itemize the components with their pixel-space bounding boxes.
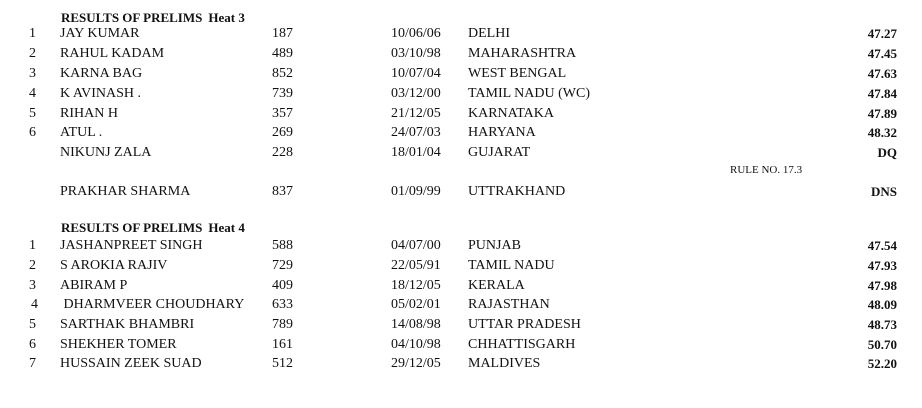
state: GUJARAT (468, 145, 531, 160)
result-row (0, 44, 922, 64)
date-of-birth: 03/10/98 (391, 46, 441, 61)
date-of-birth: 04/10/98 (391, 337, 441, 352)
heat-label: Heat 3 (208, 10, 245, 25)
result-row (0, 315, 922, 335)
bib-number: 512 (272, 356, 293, 371)
rank: 4 (29, 86, 36, 101)
athlete-name: NIKUNJ ZALA (60, 145, 152, 160)
result-time: 47.63 (867, 66, 897, 81)
rank: 6 (29, 125, 36, 140)
athlete-name: PRAKHAR SHARMA (60, 184, 191, 199)
bib-number: 357 (272, 106, 293, 121)
result-time: DNS (870, 184, 897, 199)
result-time: 47.84 (867, 86, 897, 101)
rank: 1 (29, 238, 36, 253)
result-row (0, 295, 922, 315)
rank: 6 (29, 337, 36, 352)
bib-number: 633 (272, 297, 293, 312)
athlete-name: RIHAN H (60, 106, 118, 121)
result-time: DQ (877, 145, 897, 160)
heading-text: RESULTS OF PRELIMS (61, 220, 203, 235)
result-time: 47.27 (867, 26, 897, 41)
result-time: 47.89 (867, 106, 897, 121)
bib-number: 187 (272, 26, 293, 41)
date-of-birth: 05/02/01 (391, 297, 441, 312)
result-row (0, 256, 922, 276)
result-row (0, 354, 922, 374)
date-of-birth: 21/12/05 (391, 106, 441, 121)
date-of-birth: 18/01/04 (391, 145, 441, 160)
athlete-name: JASHANPREET SINGH (60, 238, 203, 253)
athlete-name: ATUL . (60, 125, 103, 140)
athlete-name: S AROKIA RAJIV (60, 258, 168, 273)
bib-number: 837 (272, 184, 293, 199)
result-row (0, 24, 922, 44)
date-of-birth: 29/12/05 (391, 356, 441, 371)
state: TAMIL NADU (468, 258, 555, 273)
result-row (0, 236, 922, 256)
state: UTTAR PRADESH (468, 317, 581, 332)
athlete-name: RAHUL KADAM (60, 46, 165, 61)
athlete-name: DHARMVEER CHOUDHARY (60, 297, 245, 312)
date-of-birth: 18/12/05 (391, 278, 441, 293)
result-time: 50.70 (867, 337, 897, 352)
date-of-birth: 03/12/00 (391, 86, 441, 101)
result-time: 48.09 (867, 297, 897, 312)
state: MAHARASHTRA (468, 46, 577, 61)
result-row (0, 123, 922, 143)
bib-number: 739 (272, 86, 293, 101)
result-time: 47.54 (867, 238, 897, 253)
heat-4-heading (61, 220, 245, 236)
rank: 3 (29, 66, 36, 81)
athlete-name: ABIRAM P (60, 278, 128, 293)
heat-label: Heat 4 (208, 220, 245, 235)
result-row (0, 64, 922, 84)
state: PUNJAB (468, 238, 521, 253)
result-row (0, 335, 922, 355)
bib-number: 269 (272, 125, 293, 140)
state: WEST BENGAL (468, 66, 567, 81)
state: KERALA (468, 278, 525, 293)
bib-number: 588 (272, 238, 293, 253)
result-time: 52.20 (867, 356, 897, 371)
result-row (0, 104, 922, 124)
athlete-name: JAY KUMAR (60, 26, 140, 41)
bib-number: 729 (272, 258, 293, 273)
rank: 4 (31, 297, 38, 312)
state: KARNATAKA (468, 106, 554, 121)
date-of-birth: 04/07/00 (391, 238, 441, 253)
rule-note: RULE NO. 17.3 (730, 164, 803, 176)
state: RAJASTHAN (468, 297, 550, 312)
state: MALDIVES (468, 356, 541, 371)
date-of-birth: 10/06/06 (391, 26, 441, 41)
bib-number: 852 (272, 66, 293, 81)
athlete-name: KARNA BAG (60, 66, 143, 81)
rank: 7 (29, 356, 36, 371)
state: UTTRAKHAND (468, 184, 566, 199)
date-of-birth: 10/07/04 (391, 66, 441, 81)
bib-number: 789 (272, 317, 293, 332)
rank: 2 (29, 258, 36, 273)
result-row (0, 143, 922, 163)
heading-text: RESULTS OF PRELIMS (61, 10, 203, 25)
state: HARYANA (468, 125, 536, 140)
result-time: 47.93 (867, 258, 897, 273)
date-of-birth: 22/05/91 (391, 258, 441, 273)
result-row (0, 84, 922, 104)
athlete-name: HUSSAIN ZEEK SUAD (60, 356, 202, 371)
result-time: 48.73 (867, 317, 897, 332)
rank: 5 (29, 317, 36, 332)
result-row (0, 276, 922, 296)
date-of-birth: 01/09/99 (391, 184, 441, 199)
bib-number: 228 (272, 145, 293, 160)
state: CHHATTISGARH (468, 337, 576, 352)
bib-number: 409 (272, 278, 293, 293)
athlete-name: K AVINASH . (60, 86, 142, 101)
rank: 1 (29, 26, 36, 41)
rank: 5 (29, 106, 36, 121)
result-row (0, 182, 922, 202)
bib-number: 161 (272, 337, 293, 352)
athlete-name: SARTHAK BHAMBRI (60, 317, 195, 332)
result-time: 47.98 (867, 278, 897, 293)
result-time: 48.32 (867, 125, 897, 140)
result-time: 47.45 (867, 46, 897, 61)
athlete-name: SHEKHER TOMER (60, 337, 177, 352)
bib-number: 489 (272, 46, 293, 61)
state: TAMIL NADU (WC) (468, 86, 591, 101)
date-of-birth: 24/07/03 (391, 125, 441, 140)
rank: 3 (29, 278, 36, 293)
rank: 2 (29, 46, 36, 61)
state: DELHI (468, 26, 510, 41)
date-of-birth: 14/08/98 (391, 317, 441, 332)
